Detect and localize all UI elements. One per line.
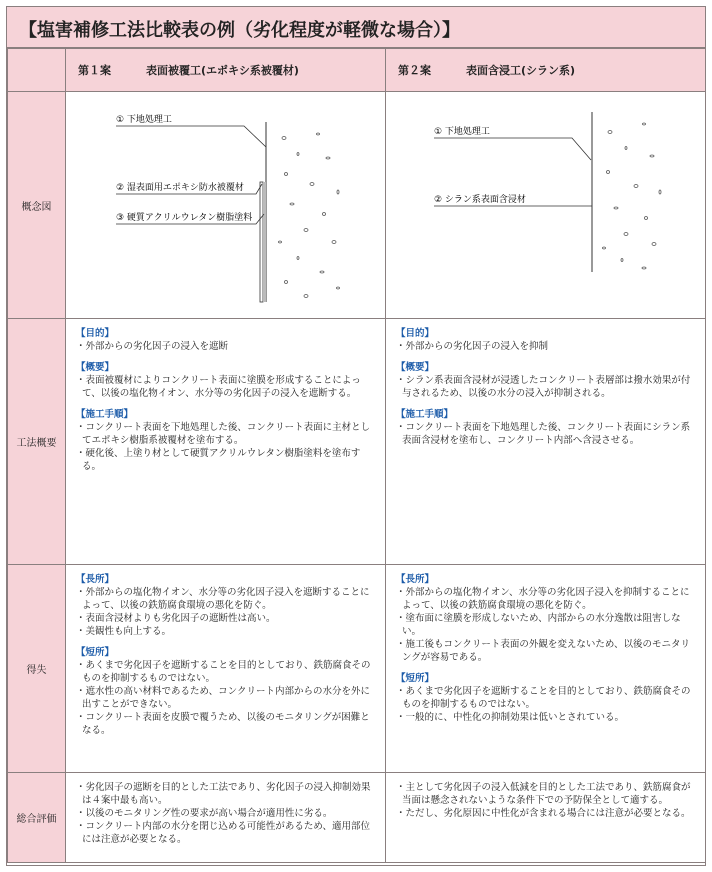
pros-cons-plan2: [386, 565, 706, 773]
pros-item: ・ 表面含浸材よりも劣化因子の遮断性は高い。: [76, 612, 377, 625]
evaluation-item: ・ ただし、劣化原因に中性化が含まれる場合には注意が必要となる。: [396, 807, 697, 820]
evaluation-plan1: [66, 773, 386, 863]
procedure-heading: 【施工手順】: [396, 409, 454, 420]
pros-heading: 【長所】: [76, 574, 115, 585]
pros-heading: 【長所】: [396, 574, 435, 585]
evaluation-plan2: [386, 773, 706, 863]
summary-item: ・ シラン系表面含浸材が浸透したコンクリート表層部は撥水効果が付与されるため、以後の水分の浸入が抑制される。: [396, 374, 697, 400]
evaluation-item: ・ 以後のモニタリング性の要求が高い場合が適用性に劣る。: [76, 807, 377, 820]
column-header-plan2: [386, 49, 706, 92]
pros-item: ・ 外部からの塩化物イオン、水分等の劣化因子浸入を抑制することによって、以後の鉄筋腐食環境の悪化を防ぐ。: [396, 586, 697, 612]
purpose-item: ・ 外部からの劣化因子の浸入を抑制: [396, 340, 697, 353]
summary-heading: 【概要】: [76, 362, 115, 373]
table-corner: [8, 49, 66, 92]
diagram1-leader-1: [116, 126, 266, 147]
procedure-item: ・ 硬化後、上塗り材として硬質アクリルウレタン樹脂塗料を塗布する。: [76, 447, 377, 473]
comparison-table: [7, 48, 706, 863]
cons-item: ・ 遮水性の高い材料であるため、コンクリート内部からの水分を外に出すことができない。: [76, 685, 377, 711]
cons-item: ・ コンクリート表面を皮膜で覆うため、以後のモニタリングが困難となる。: [76, 711, 377, 737]
cons-item: ・ 一般的に、中性化の抑制効果は低いとされている。: [396, 711, 697, 724]
aggregate-pattern: [603, 123, 662, 269]
row-header-evaluation: 総合評価: [8, 773, 66, 863]
diagram2-label-2: ② シラン系表面含浸材: [434, 195, 526, 205]
diagram1-label-2: ② 湿表面用エポキシ防水被覆材: [116, 183, 244, 193]
diagram2-label-1: ① 下地処理工: [434, 127, 490, 137]
procedure-item: ・ コンクリート表面を下地処理した後、コンクリート表面にシラン系表面含浸材を塗布し、コンクリート内部へ含浸させる。: [396, 421, 697, 447]
procedure-heading: 【施工手順】: [76, 409, 134, 420]
row-header-concept: 概念図: [8, 92, 66, 319]
cons-heading: 【短所】: [76, 647, 115, 658]
overview-plan1: [66, 319, 386, 565]
coating-layer-3: [263, 182, 266, 302]
cons-item: ・ あくまで劣化因子を遮断することを目的としており、鉄筋腐食そのものを抑制するものではない。: [76, 659, 377, 685]
pros-item: ・ 施工後もコンクリート表面の外観を変えないため、以後のモニタリングが容易である。: [396, 638, 697, 664]
page-title: 【塩害補修工法比較表の例（劣化程度が軽微な場合）】: [19, 20, 460, 41]
evaluation-item: ・ コンクリート内部の水分を閉じ込める可能性があるため、適用部位には注意が必要となる。: [76, 820, 377, 846]
cons-item: ・ あくまで劣化因子を遮断することを目的としており、鉄筋腐食そのものを抑制するものではない。: [396, 685, 697, 711]
pros-cons-plan1: [66, 565, 386, 773]
diagram1-label-3: ③ 硬質アクリルウレタン樹脂塗料: [116, 213, 253, 223]
plan1-number: 第１案: [78, 64, 111, 77]
diagram2-leader-1: [434, 138, 591, 160]
concept-diagram-plan2: [386, 92, 706, 319]
plan2-diagram-svg: [386, 92, 704, 314]
plan1-diagram-svg: [66, 92, 384, 314]
pros-item: ・ 美観性も向上する。: [76, 625, 377, 638]
row-header-pros-cons: 得失: [8, 565, 66, 773]
procedure-item: ・ コンクリート表面を下地処理した後、コンクリート表面に主材としてエポキシ樹脂系被覆材を塗布する。: [76, 421, 377, 447]
pros-item: ・ 外部からの塩化物イオン、水分等の劣化因子浸入を遮断することによって、以後の鉄筋腐食環境の悪化を防ぐ。: [76, 586, 377, 612]
plan1-name: 表面被覆工(エポキシ系被覆材): [146, 64, 299, 77]
cons-heading: 【短所】: [396, 673, 435, 684]
summary-item: ・ 表面被覆材によりコンクリート表面に塗膜を形成することによって、以後の塩化物イオン、水分等の劣化因子の浸入を遮断する。: [76, 374, 377, 400]
column-header-plan1: [66, 49, 386, 92]
concept-diagram-plan1: [66, 92, 386, 319]
coating-layer-2: [260, 182, 263, 302]
purpose-heading: 【目的】: [76, 328, 115, 339]
overview-plan2: [386, 319, 706, 565]
row-header-overview: 工法概要: [8, 319, 66, 565]
plan2-name: 表面含浸工(シラン系): [466, 64, 576, 77]
pros-item: ・ 塗布面に塗膜を形成しないため、内部からの水分逸散は阻害しない。: [396, 612, 697, 638]
purpose-item: ・ 外部からの劣化因子の浸入を遮断: [76, 340, 377, 353]
purpose-heading: 【目的】: [396, 328, 435, 339]
evaluation-item: ・ 劣化因子の遮断を目的とした工法であり、劣化因子の浸入抑制効果は４案中最も高い。: [76, 781, 377, 807]
title-bar: [7, 7, 705, 48]
summary-heading: 【概要】: [396, 362, 435, 373]
aggregate-pattern: [279, 133, 340, 298]
diagram1-label-1: ① 下地処理工: [116, 115, 172, 125]
plan2-number: 第２案: [398, 64, 431, 77]
evaluation-item: ・ 主として劣化因子の浸入低減を目的とした工法であり、鉄筋腐食が当面は懸念されないような条件下での予防保全として適する。: [396, 781, 697, 807]
